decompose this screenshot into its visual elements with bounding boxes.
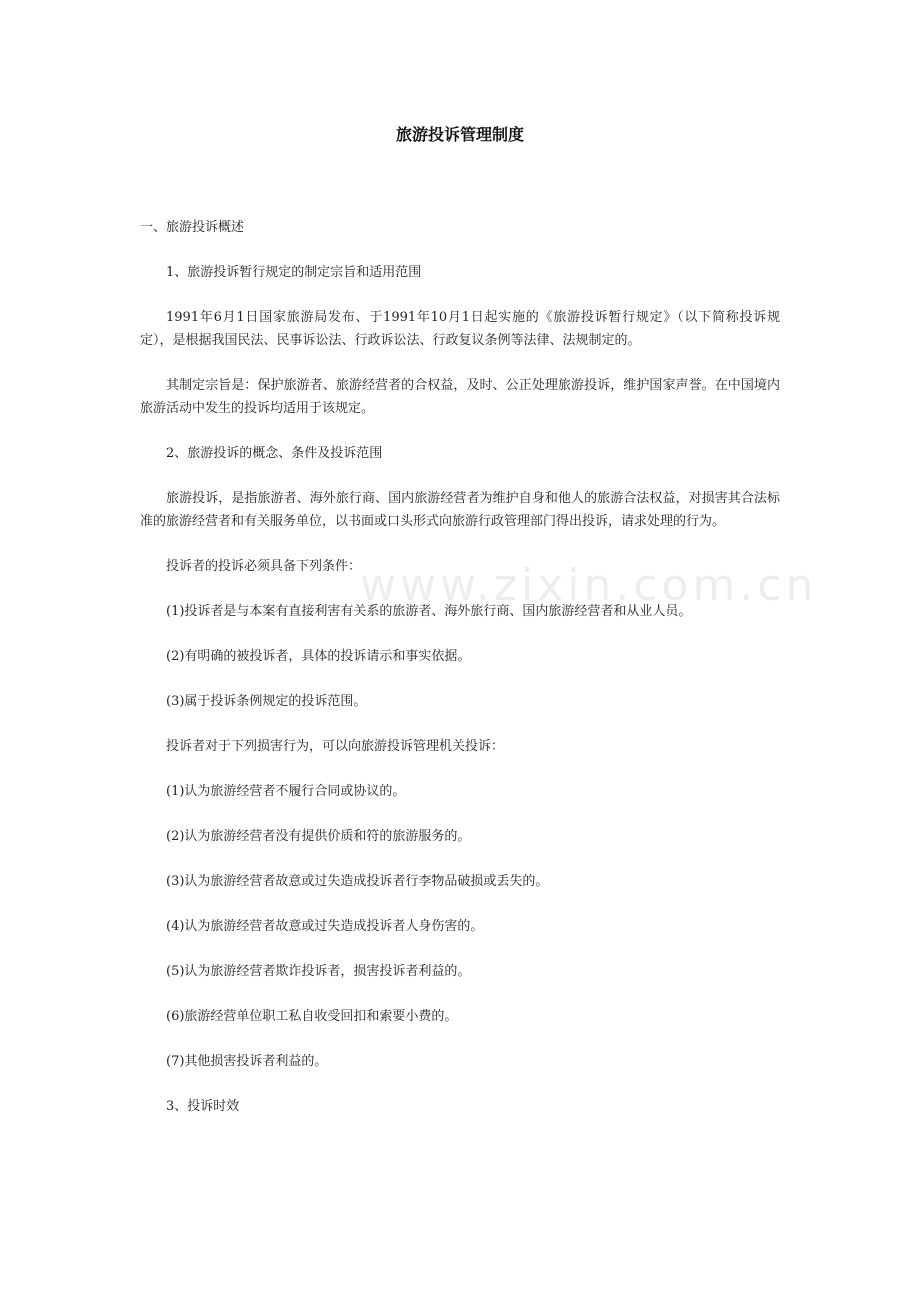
list-item: (2)有明确的被投诉者，具体的投诉请示和事实依据。 [166, 649, 471, 664]
list-item: (1)认为旅游经营者不履行合同或协议的。 [166, 784, 406, 799]
watermark: www.zixin.com.cn [360, 560, 818, 611]
list-item: (6)旅游经营单位职工私自收受回扣和索要小费的。 [166, 1009, 458, 1024]
document-title: 旅游投诉管理制度 [395, 125, 524, 144]
list-item: (5)认为旅游经营者欺诈投诉者，损害投诉者利益的。 [166, 964, 471, 979]
list-item: (7)其他损害投诉者利益的。 [166, 1054, 328, 1069]
subsection-heading: 3、投诉时效 [166, 1099, 240, 1114]
paragraph: 其制定宗旨是：保护旅游者、旅游经营者的合权益，及时、公正处理旅游投诉，维护国家声誉。在中国境内旅游活动中发生的投诉均适用于该规定。 [140, 378, 780, 416]
paragraph: 投诉者对于下列损害行为，可以向旅游投诉管理机关投诉： [166, 739, 505, 754]
paragraph: 旅游投诉，是指旅游者、海外旅行商、国内旅游经营者为维护自身和他人的旅游合法权益，对损害其合法标准的旅游经营者和有关服务单位，以书面或口头形式向旅游行政管理部门得出投诉，请求处理的行为。 [140, 491, 780, 529]
list-item: (4)认为旅游经营者故意或过失造成投诉者人身伤害的。 [166, 919, 484, 934]
paragraph: 1991年6月1日国家旅游局发布、于1991年10月1日起实施的《旅游投诉暂行规定》（以下简称投诉规定），是根据我国民法、民事诉讼法、行政诉讼法、行政复议条例等法律、法规制定的。 [140, 310, 780, 348]
list-item: (3)认为旅游经营者故意或过失造成投诉者行李物品破损或丢失的。 [166, 874, 549, 889]
paragraph: 投诉者的投诉必须具备下列条件： [166, 559, 362, 574]
list-item: (1)投诉者是与本案有直接利害有关系的旅游者、海外旅行商、国内旅游经营者和从业人员。 [166, 604, 692, 619]
subsection-heading: 1、旅游投诉暂行规定的制定宗旨和适用范围 [166, 265, 422, 280]
document-body [140, 216, 818, 1140]
section-heading: 一、旅游投诉概述 [140, 220, 245, 235]
list-item: (2)认为旅游经营者没有提供价质和符的旅游服务的。 [166, 829, 471, 844]
list-item: (3)属于投诉条例规定的投诉范围。 [166, 694, 367, 709]
subsection-heading: 2、旅游投诉的概念、条件及投诉范围 [166, 446, 383, 461]
